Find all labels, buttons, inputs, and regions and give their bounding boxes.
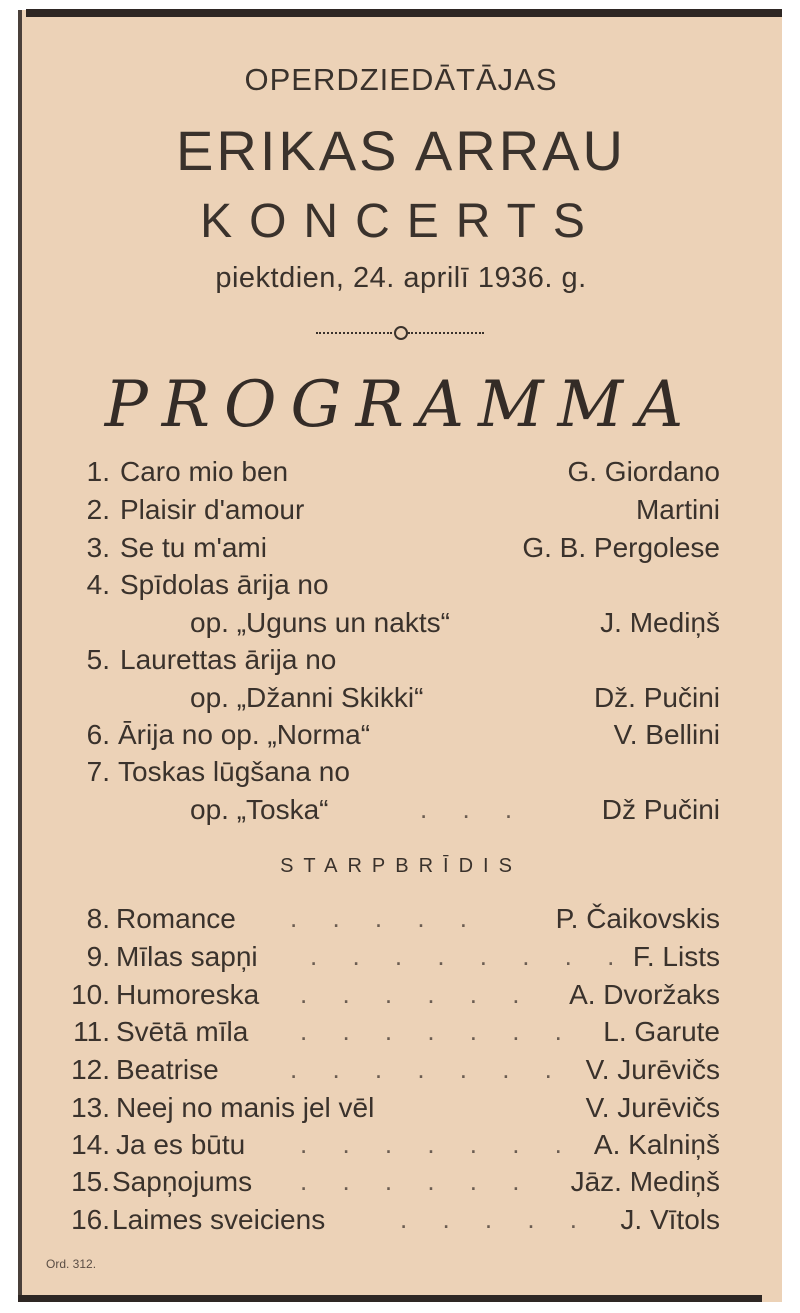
- item-title: Plaisir d'amour: [120, 494, 305, 525]
- leader-dots: . . . . . .: [300, 979, 534, 1009]
- item-composer: J. Mediņš: [600, 607, 720, 638]
- item-composer: Dž Pučini: [601, 794, 720, 825]
- item-number: 2.: [86, 494, 110, 525]
- order-number: Ord. 312.: [46, 1257, 97, 1271]
- program-item: [0, 979, 800, 1017]
- leader-dots: . . . . . .: [300, 1166, 534, 1196]
- program-item: [0, 494, 800, 532]
- item-composer: L. Garute: [603, 1016, 720, 1047]
- ornament-divider: [316, 326, 484, 338]
- item-title: Se tu m'ami: [120, 532, 267, 563]
- program-item: [0, 532, 800, 570]
- singer-name: ERIKAS ARRAU: [176, 119, 626, 182]
- item-title: Svētā mīla: [116, 1016, 249, 1047]
- program-item: [0, 1204, 800, 1242]
- singer-title: OPERDZIEDĀTĀJAS: [244, 62, 558, 97]
- item-composer: V. Bellini: [613, 719, 720, 750]
- program-item-subline: [0, 794, 800, 832]
- program-item: [0, 1092, 800, 1130]
- item-number: 11.: [73, 1016, 110, 1047]
- item-number: 16.: [71, 1204, 110, 1235]
- item-title: Laurettas ārija no: [120, 644, 337, 675]
- top-border: [26, 9, 782, 17]
- program-item: [0, 456, 800, 494]
- program-item: [0, 1166, 800, 1204]
- item-number: 1.: [86, 456, 110, 487]
- item-subtitle: op. „Uguns un nakts“: [190, 607, 450, 638]
- leader-dots: . . . . . . . .: [310, 941, 629, 971]
- program-item-subline: [0, 682, 800, 720]
- item-number: 14.: [71, 1129, 110, 1160]
- program-item: [0, 644, 800, 682]
- item-composer: Jāz. Mediņš: [570, 1166, 720, 1197]
- item-number: 7.: [86, 756, 110, 787]
- item-composer: A. Kalniņš: [593, 1129, 720, 1160]
- item-number: 12.: [71, 1054, 110, 1085]
- leader-dots: . . . . .: [400, 1204, 592, 1234]
- item-title: Romance: [116, 903, 236, 934]
- bottom-border: [18, 1295, 762, 1302]
- item-composer: V. Jurēvičs: [585, 1054, 720, 1085]
- event-title: KONCERTS: [200, 195, 602, 248]
- item-composer: Dž. Pučini: [593, 682, 720, 713]
- item-title: Beatrise: [116, 1054, 219, 1085]
- item-title: Toskas lūgšana no: [118, 756, 350, 787]
- item-number: 8.: [86, 903, 110, 934]
- item-composer: J. Vītols: [620, 1204, 720, 1235]
- item-number: 5.: [86, 644, 110, 675]
- item-number: 15.: [71, 1166, 110, 1197]
- item-title: Ārija no op. „Norma“: [118, 719, 371, 750]
- item-title: Caro mio ben: [120, 456, 289, 487]
- leader-dots: . . . . . . .: [300, 1016, 576, 1046]
- event-date: piektdien, 24. aprilī 1936. g.: [215, 262, 587, 294]
- item-title: Ja es būtu: [116, 1129, 246, 1160]
- program-item: [0, 719, 800, 757]
- item-number: 3.: [86, 532, 110, 563]
- program-item: [0, 1016, 800, 1054]
- leader-dots: . . . . . . .: [300, 1129, 576, 1159]
- item-number: 4.: [86, 569, 110, 600]
- program-item: [0, 569, 800, 607]
- program-item-subline: [0, 607, 800, 645]
- item-composer: V. Jurēvičs: [585, 1092, 720, 1123]
- program-item: [0, 1129, 800, 1167]
- item-title: Mīlas sapņi: [116, 941, 258, 972]
- item-composer: G. B. Pergolese: [522, 532, 720, 563]
- program-heading: PROGRAMMA: [104, 368, 698, 442]
- item-number: 13.: [71, 1092, 110, 1123]
- item-title: Humoreska: [116, 979, 260, 1010]
- intermission-label: STARPBRĪDIS: [280, 855, 522, 877]
- program-item: [0, 941, 800, 979]
- item-title: Spīdolas ārija no: [120, 569, 329, 600]
- item-number: 10.: [71, 979, 110, 1010]
- leader-dots: . . . . .: [290, 903, 482, 933]
- leader-dots: . . . . . . .: [290, 1054, 566, 1084]
- item-composer: F. Lists: [632, 941, 720, 972]
- item-title: Neej no manis jel vēl: [116, 1092, 375, 1123]
- item-composer: Martini: [635, 494, 720, 525]
- item-composer: G. Giordano: [567, 456, 720, 487]
- program-item: [0, 1054, 800, 1092]
- item-number: 6.: [86, 719, 110, 750]
- item-composer: A. Dvoržaks: [569, 979, 720, 1010]
- item-subtitle: op. „Toska“: [190, 794, 329, 825]
- item-number: 9.: [86, 941, 110, 972]
- item-title: Laimes sveiciens: [112, 1204, 326, 1235]
- item-subtitle: op. „Džanni Skikki“: [190, 682, 424, 713]
- item-title: Sapņojums: [112, 1166, 253, 1197]
- program-item: [0, 903, 800, 941]
- program-item: [0, 756, 800, 794]
- item-composer: P. Čaikovskis: [555, 903, 720, 934]
- leader-dots: . . .: [420, 794, 527, 824]
